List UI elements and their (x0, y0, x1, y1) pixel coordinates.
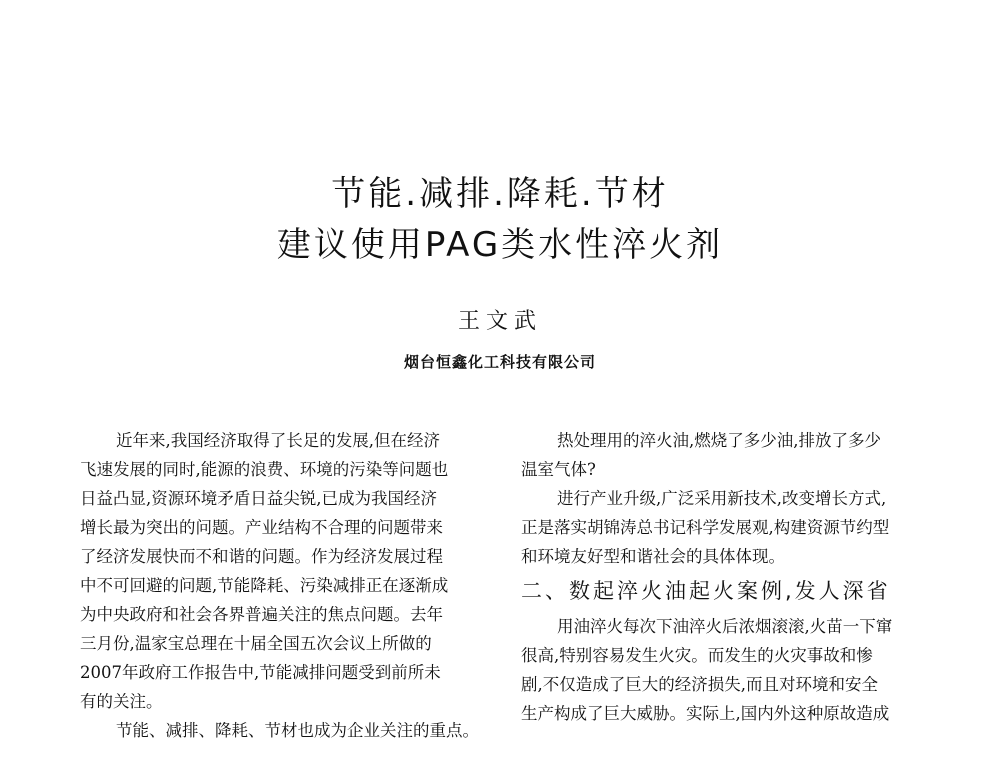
author-name: 王文武 (457, 309, 542, 334)
text-line: 用油淬火每次下油淬火后浓烟滚滚,火苗一下窜 (557, 617, 893, 636)
text-line: 热处理用的淬火油,燃烧了多少油,排放了多少 (557, 431, 881, 450)
text-line: 三月份,温家宝总理在十届全国五次会议上所做的 (80, 634, 432, 653)
text-line: 和环境友好型和谐社会的具体体现。 (521, 547, 785, 566)
text-line: 近年来,我国经济取得了长足的发展,但在经济 (116, 431, 440, 450)
text-line: 日益凸显,资源环境矛盾日益尖锐,已成为我国经济 (80, 489, 437, 508)
text-line: 很高,特别容易发生火灾。而发生的火灾事故和惨 (521, 646, 873, 665)
text-line: 温室气体? (521, 460, 596, 479)
text-line: 节能、减排、降耗、节材也成为企业关注的重点。 (116, 721, 479, 740)
text-line: 有的关注。 (80, 692, 163, 711)
paper-title-line-1: 节能.减排.降耗.节材 (331, 174, 669, 214)
paper-title-line-2: 建议使用PAG类水性淬火剂 (276, 225, 724, 265)
section-heading: 二、数起淬火油起火案例,发人深省 (521, 579, 891, 603)
text-line: 为中央政府和社会各界普遍关注的焦点问题。去年 (80, 605, 443, 624)
text-line: 中不可回避的问题,节能降耗、污染减排正在逐渐成 (80, 576, 449, 595)
affiliation: 烟台恒鑫化工科技有限公司 (403, 353, 596, 371)
text-line: 增长最为突出的问题。产业结构不合理的问题带来 (80, 518, 443, 537)
right-text-column (521, 426, 931, 728)
text-line: 正是落实胡锦涛总书记科学发展观,构建资源节约型 (521, 518, 890, 537)
text-line: 生产构成了巨大威胁。实际上,国内外这种原故造成 (521, 704, 890, 723)
text-line: 进行产业升级,广泛采用新技术,改变增长方式, (557, 489, 887, 508)
left-text-column (80, 426, 496, 745)
text-line: 了经济发展快而不和谐的问题。作为经济发展过程 (80, 547, 443, 566)
text-line: 2007年政府工作报告中,节能减排问题受到前所未 (80, 663, 441, 682)
text-line: 剧,不仅造成了巨大的经济损失,而且对环境和安全 (521, 675, 878, 694)
text-line: 飞速发展的同时,能源的浪费、环境的污染等问题也 (80, 460, 449, 479)
